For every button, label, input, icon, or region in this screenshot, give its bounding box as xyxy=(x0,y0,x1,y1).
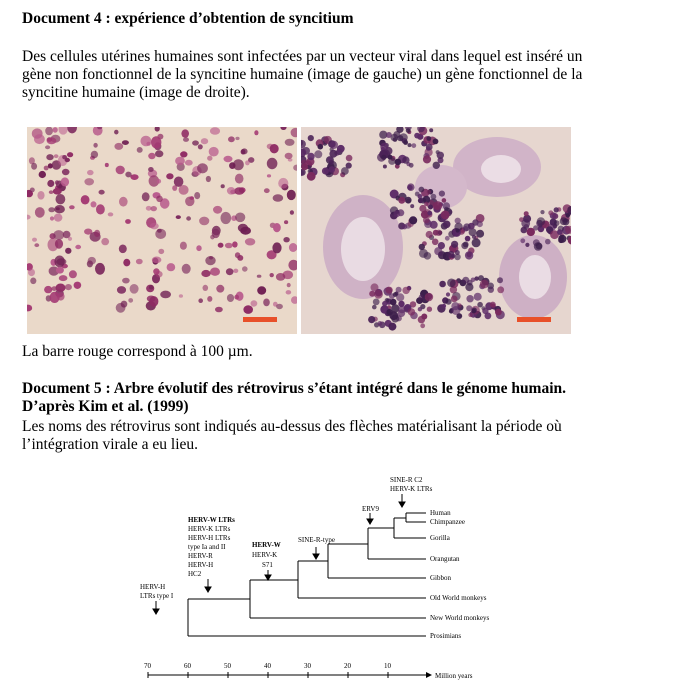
species-label: Chimpanzee xyxy=(430,518,465,526)
doc5-title-line-1: Document 5 : Arbre évolutif des rétrovirus s’étant intégré dans le génome humain. xyxy=(22,380,567,397)
time-axis xyxy=(144,662,473,680)
micrograph-nonfunctional-gene xyxy=(27,127,297,334)
retrovirus-label: HERV-K LTRs xyxy=(188,525,231,533)
retrovirus-labels xyxy=(140,476,433,600)
species-label: Old World monkeys xyxy=(430,594,487,602)
doc5-description xyxy=(22,418,682,454)
arrow-icon xyxy=(313,547,319,559)
species-label: Orangutan xyxy=(430,555,460,563)
micrograph-functional-gene xyxy=(301,127,571,334)
species-label: Prosimians xyxy=(430,632,462,640)
retrovirus-label: HC2 xyxy=(188,570,202,578)
species-labels xyxy=(430,509,489,640)
retrovirus-label: S71 xyxy=(262,561,273,569)
arrow-icon xyxy=(153,601,159,614)
doc5-title-line-2: D’après Kim et al. (1999) xyxy=(22,398,189,415)
arrow-icon xyxy=(205,579,211,592)
retrovirus-label: HERV-H xyxy=(188,561,214,569)
retrovirus-label: HERV-H xyxy=(140,583,166,591)
retrovirus-label: LTRs type I xyxy=(140,592,174,600)
scale-bar xyxy=(243,317,277,322)
axis-tick-label: 50 xyxy=(224,662,231,670)
doc4-description xyxy=(22,48,682,102)
axis-tick-label: 70 xyxy=(144,662,151,670)
doc5-title xyxy=(22,380,682,416)
retrovirus-label: HERV-R xyxy=(188,552,213,560)
retrovirus-label: HERV-W LTRs xyxy=(188,516,235,524)
axis-tick-label: 10 xyxy=(384,662,391,670)
doc4-title: Document 4 : expérience d’obtention de syncitium xyxy=(22,10,354,27)
species-label: Human xyxy=(430,509,451,517)
retrovirus-label: type Ia and II xyxy=(188,543,226,551)
micrograph-pair xyxy=(27,127,571,334)
doc5-desc-line-1: Les noms des rétrovirus sont indiqués au-dessus des flèches matérialisant la période où xyxy=(22,418,562,435)
retrovirus-label: HERV-H LTRs xyxy=(188,534,231,542)
retrovirus-label: SINE-R C2 xyxy=(390,476,423,484)
doc5-desc-line-2: l’intégration virale a eu lieu. xyxy=(22,436,199,453)
doc4-desc-line-2: gène non fonctionnel de la syncitine humaine (image de gauche) un gène fonctionnel de la xyxy=(22,66,583,83)
micrograph-caption: La barre rouge correspond à 100 µm. xyxy=(22,343,253,360)
species-label: Gorilla xyxy=(430,534,450,542)
axis-unit-label: Million years xyxy=(435,672,473,680)
doc4-desc-line-1: Des cellules utérines humaines sont infectées par un vecteur viral dans lequel est inséré un xyxy=(22,48,583,65)
species-label: New World monkeys xyxy=(430,614,490,622)
retrovirus-label: HERV-K LTRs xyxy=(390,485,433,493)
axis-tick-label: 20 xyxy=(344,662,351,670)
doc4-desc-line-3: syncitine humaine (image de droite). xyxy=(22,84,250,101)
arrow-icon xyxy=(399,494,405,507)
arrow-icon xyxy=(367,513,373,524)
arrow-icon xyxy=(265,570,271,580)
species-label: Gibbon xyxy=(430,574,451,582)
retrovirus-label: SINE-R-type xyxy=(298,536,335,544)
axis-tick-label: 60 xyxy=(184,662,191,670)
retrovirus-evolution-tree xyxy=(130,470,540,692)
scale-bar xyxy=(517,317,551,322)
retrovirus-label: HERV-W xyxy=(252,541,281,549)
axis-tick-label: 40 xyxy=(264,662,271,670)
retrovirus-label: ERV9 xyxy=(362,505,379,513)
retrovirus-label: HERV-K xyxy=(252,551,278,559)
axis-tick-label: 30 xyxy=(304,662,311,670)
